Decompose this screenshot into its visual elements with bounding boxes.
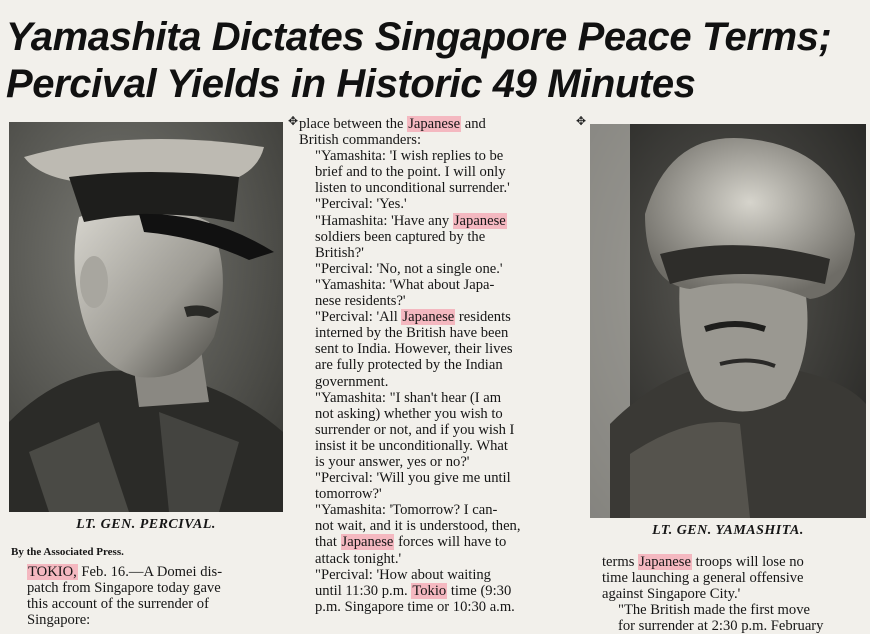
text-line: surrender or not, and if you wish I bbox=[315, 421, 515, 438]
text-line: attack tonight.' bbox=[315, 550, 402, 567]
text-line: "Percival: 'Will you give me until bbox=[315, 470, 511, 487]
headline-line-1: Yamashita Dictates Singapore Peace Terms; bbox=[6, 15, 832, 59]
text-line: "Percival: 'No, not a single one.' bbox=[315, 260, 503, 277]
percival-photo bbox=[9, 122, 283, 512]
highlighted-term: TOKIO, bbox=[28, 564, 77, 580]
text-line: not wait, and it is understood, then, bbox=[315, 518, 521, 535]
article-column-left bbox=[11, 546, 283, 628]
text-line: not asking) whether you wish to bbox=[315, 405, 503, 422]
headline-line-2: Percival Yields in Historic 49 Minutes bbox=[6, 62, 696, 106]
text-line: place between the Japanese and bbox=[299, 116, 486, 132]
highlighted-term: Japanese bbox=[453, 212, 506, 229]
paragraph bbox=[299, 116, 577, 148]
paragraph bbox=[11, 564, 283, 628]
yamashita-photo bbox=[590, 124, 866, 518]
text-line: this account of the surrender of bbox=[27, 596, 209, 613]
text-line: "The British made the first move bbox=[618, 602, 810, 619]
text-line: "Hamashita: 'Have any Japanese bbox=[315, 212, 506, 229]
text-line: "Percival: 'All Japanese residents bbox=[315, 309, 511, 326]
text-line: interned by the British have been bbox=[315, 325, 509, 342]
text-line: British?' bbox=[315, 244, 364, 261]
text-line: until 11:30 p.m. Tokio time (9:30 bbox=[315, 582, 512, 599]
text-line: "Yamashita: 'What about Japa- bbox=[315, 276, 495, 293]
text-line: nese residents?' bbox=[315, 293, 406, 310]
text-line: insist it be unconditionally. What bbox=[315, 437, 508, 454]
paragraph bbox=[602, 554, 866, 602]
paragraph bbox=[299, 567, 577, 615]
article-column-right bbox=[602, 554, 866, 634]
paragraph bbox=[299, 470, 577, 502]
paragraph bbox=[299, 148, 577, 196]
text-line: listen to unconditional surrender.' bbox=[315, 180, 510, 197]
paragraph bbox=[299, 277, 577, 309]
paragraph bbox=[299, 213, 577, 261]
text-line: brief and to the point. I will only bbox=[315, 164, 506, 181]
column-left-body bbox=[11, 564, 283, 628]
text-line: that Japanese forces will have to bbox=[315, 534, 507, 551]
paragraph bbox=[299, 261, 577, 277]
text-line: tomorrow?' bbox=[315, 486, 382, 503]
text-line: time launching a general offensive bbox=[602, 570, 804, 587]
text-line: patch from Singapore today gave bbox=[27, 580, 221, 597]
percival-caption: LT. GEN. PERCIVAL. bbox=[76, 517, 216, 532]
text-line: sent to India. However, their lives bbox=[315, 341, 513, 358]
text-line: against Singapore City.' bbox=[602, 586, 741, 603]
text-line: p.m. Singapore time or 10:30 a.m. bbox=[315, 598, 515, 615]
text-line: British commanders: bbox=[299, 132, 422, 149]
highlighted-term: Tokio bbox=[412, 582, 447, 599]
text-line: for surrender at 2:30 p.m. February bbox=[618, 618, 824, 634]
ornament-right: ✥ bbox=[576, 114, 587, 128]
text-line: "Percival: 'Yes.' bbox=[315, 196, 407, 213]
text-line: are fully protected by the Indian bbox=[315, 357, 503, 374]
text-line: "Percival: 'How about waiting bbox=[315, 566, 491, 583]
headline bbox=[6, 14, 866, 108]
text-line: "Yamashita: "I shan't hear (I am bbox=[315, 389, 502, 406]
paragraph bbox=[602, 602, 866, 634]
paragraph bbox=[299, 196, 577, 212]
paragraph bbox=[299, 390, 577, 470]
highlighted-term: Japanese bbox=[408, 116, 461, 132]
byline: By the Associated Press. bbox=[11, 546, 124, 558]
highlighted-term: Japanese bbox=[402, 309, 455, 326]
text-line: TOKIO, Feb. 16.—A Domei dis- bbox=[28, 564, 223, 580]
text-line: terms Japanese troops will lose no bbox=[602, 554, 804, 570]
ornament-left: ✥ bbox=[288, 114, 299, 128]
text-line: soldiers been captured by the bbox=[315, 228, 486, 245]
text-line: "Yamashita: 'Tomorrow? I can- bbox=[315, 502, 498, 519]
highlighted-term: Japanese bbox=[341, 534, 394, 551]
article-column-middle bbox=[299, 116, 577, 615]
paragraph bbox=[299, 309, 577, 389]
paragraph bbox=[299, 502, 577, 566]
text-line: government. bbox=[315, 373, 389, 390]
highlighted-term: Japanese bbox=[639, 554, 691, 570]
text-line: is your answer, yes or no?' bbox=[315, 453, 470, 470]
yamashita-caption: LT. GEN. YAMASHITA. bbox=[652, 523, 804, 538]
text-line: Singapore: bbox=[27, 612, 91, 629]
text-line: "Yamashita: 'I wish replies to be bbox=[315, 148, 504, 165]
